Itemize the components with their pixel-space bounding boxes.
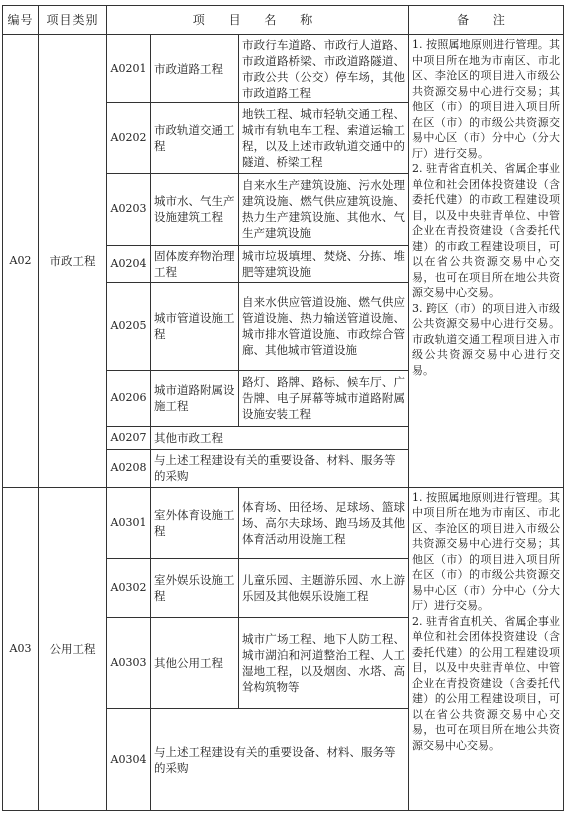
item-name: 室外体育设施工程: [151, 487, 239, 558]
item-desc: 城市垃圾填埋、焚烧、分拣、堆肥等建筑设施: [239, 245, 409, 283]
header-remarks: 备 注: [409, 6, 564, 35]
item-desc: 市政行车道路、市政行人道路、市政道路桥梁、市政道路隧道、市政公共（公交）停车场，其他市政道路工程: [239, 35, 409, 103]
item-name: 其他公用工程: [151, 617, 239, 709]
item-code: A0301: [107, 487, 151, 558]
header-row: [3, 6, 564, 35]
item-desc: 自来水供应管道设施、燃气供应管道设施、热力输送管道设施、城市排水管道设施、市政综合管廊、其他城市管道设施: [239, 283, 409, 370]
item-code: A0303: [107, 617, 151, 709]
item-name: 市政道路工程: [151, 35, 239, 103]
group-category: 市政工程: [39, 35, 107, 488]
item-name: 室外娱乐设施工程: [151, 558, 239, 617]
group-remarks: [409, 35, 564, 488]
item-name: 与上述工程建设有关的重要设备、材料、服务等的采购: [151, 709, 409, 811]
table-row: [3, 35, 564, 103]
item-code: A0204: [107, 245, 151, 283]
remark-1: 1. 按照属地原则进行管理。其中项目所在地为市南区、市北区、李沧区的项目进入市级公共资源交易中心进行交易；其他区（市）的项目进入项目所在区（市）的市级公共资源交易中心区（市）分中心（分大厅）进行交易。: [412, 490, 560, 613]
item-desc: 体育场、田径场、足球场、篮球场、高尔夫球场、跑马场及其他体育活动用设施工程: [239, 487, 409, 558]
item-name: 固体废弃物治理工程: [151, 245, 239, 283]
item-code: A0202: [107, 103, 151, 174]
item-code: A0205: [107, 283, 151, 370]
item-code: A0206: [107, 370, 151, 426]
remark-2: 2. 驻青省直机关、省属企事业单位和社会团体投资建设（含委托代建）的市政工程建设项目，以及中央驻青单位、中管企业在青投资建设（含委托代建）的市政工程建设项目，可以在省公共资源交易中心交易，也可在项目所在地公共资源交易中心交易。: [412, 162, 560, 299]
item-code: A0207: [107, 426, 151, 449]
item-code: A0208: [107, 449, 151, 487]
group-remarks: [409, 487, 564, 810]
header-code: 编号: [3, 6, 39, 35]
item-desc: 城市广场工程、地下人防工程、城市湖泊和河道整治工程、人工湿地工程，以及烟囱、水塔、高耸构筑物等: [239, 617, 409, 709]
remark-3: 3. 跨区（市）的项目进入市级公共资源交易中心进行交易。市政轨道交通工程项目进入市级公共资源交易中心进行交易。: [412, 301, 560, 377]
remark-1: 1. 按照属地原则进行管理。其中项目所在地为市南区、市北区、李沧区的项目进入市级公共资源交易中心进行交易；其他区（市）的项目进入项目所在区（市）的市级公共资源交易中心区（市）分中心（分大厅）进行交易。: [412, 38, 560, 160]
project-category-table: [2, 5, 564, 811]
item-desc: 路灯、路牌、路标、候车厅、广告牌、电子屏幕等城市道路附属设施安装工程: [239, 370, 409, 426]
group-category: 公用工程: [39, 487, 107, 810]
item-code: A0304: [107, 709, 151, 811]
item-code: A0201: [107, 35, 151, 103]
item-name: 市政轨道交通工程: [151, 103, 239, 174]
header-item-name: 项 目 名 称: [107, 6, 409, 35]
item-name: 其他市政工程: [151, 426, 409, 449]
item-desc: 自来水生产建筑设施、污水处理建筑设施、燃气供应建筑设施、热力生产建筑设施、其他水、气生产建筑设施: [239, 174, 409, 245]
item-desc: 地铁工程、城市轻轨交通工程、城市有轨电车工程、索道运输工程，以及上述市政轨道交通中的隧道、桥梁工程: [239, 103, 409, 174]
item-code: A0203: [107, 174, 151, 245]
item-name: 与上述工程建设有关的重要设备、材料、服务等的采购: [151, 449, 409, 487]
item-name: 城市道路附属设施工程: [151, 370, 239, 426]
item-desc: 儿童乐园、主题游乐园、水上游乐园及其他娱乐设施工程: [239, 558, 409, 617]
item-name: 城市管道设施工程: [151, 283, 239, 370]
table-row: [3, 487, 564, 558]
header-category: 项目类别: [39, 6, 107, 35]
group-code: A03: [3, 487, 39, 810]
group-code: A02: [3, 35, 39, 488]
remark-2: 2. 驻青省直机关、省属企事业单位和社会团体投资建设（含委托代建）的公用工程建设项目，以及中央驻青单位、中管企业在青投资建设（含委托代建）的公用工程建设项目，可以在省公共资源交易中心交易，也可在项目所在地公共资源交易中心交易。: [412, 614, 560, 752]
item-name: 城市水、气生产设施建筑工程: [151, 174, 239, 245]
item-code: A0302: [107, 558, 151, 617]
